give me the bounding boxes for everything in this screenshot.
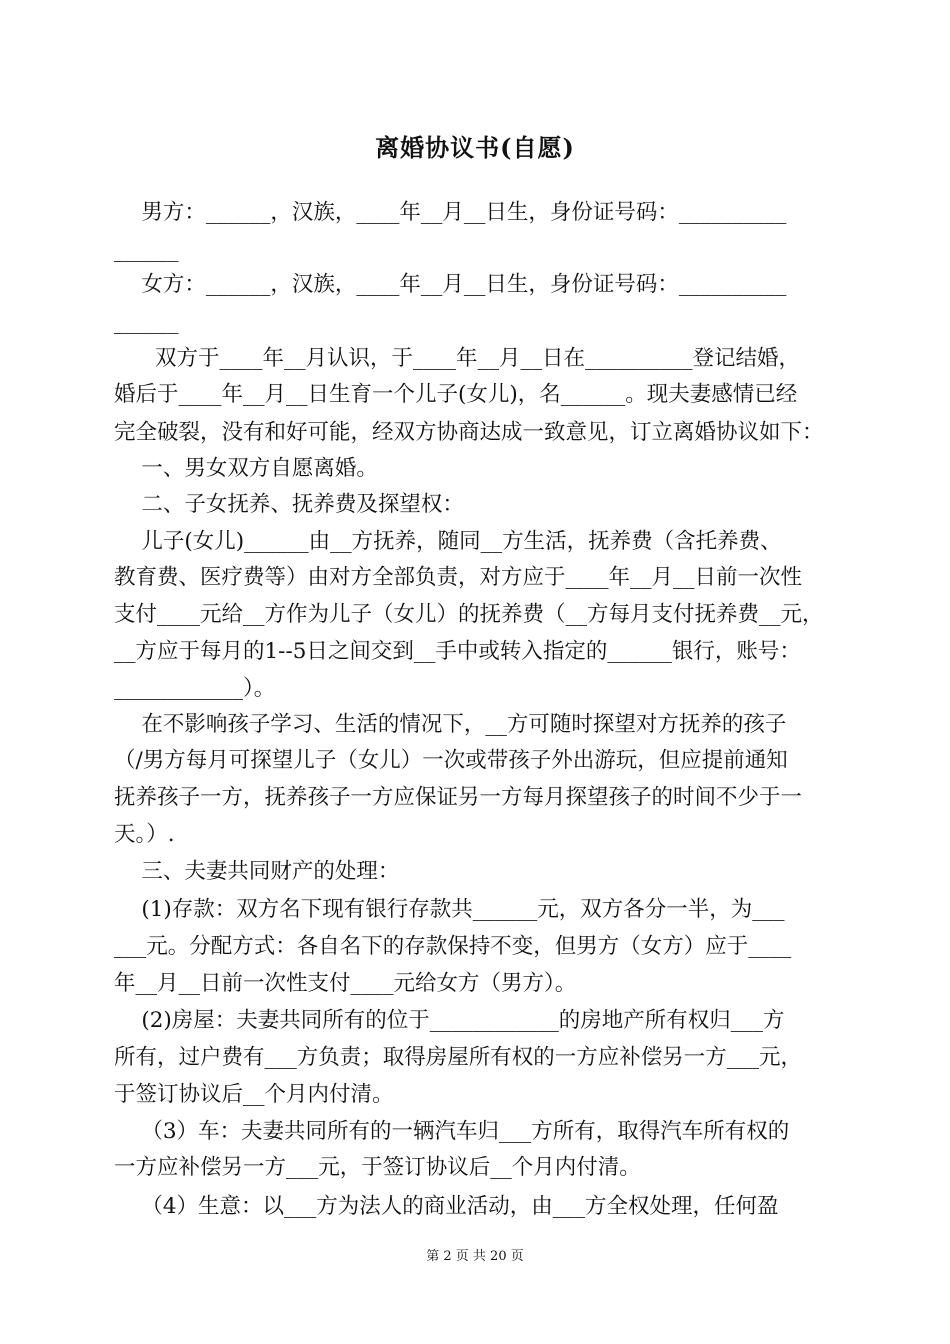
body-line: __方应于每月的1--5日之间交到__手中或转入指定的______银行，账号： bbox=[114, 639, 801, 664]
body-line: 双方于____年__月认识，于____年__月__日在__________登记结婚， bbox=[114, 346, 801, 371]
body-line: 女方：______，汉族，____年__月__日生，身份证号码：__________ bbox=[114, 272, 787, 297]
body-line: 一方应补偿另一方___元，于签订协议后__个月内付清。 bbox=[114, 1155, 641, 1180]
body-line: 二、子女抚养、抚养费及探望权： bbox=[114, 492, 464, 517]
body-line: ____________）。 bbox=[114, 676, 276, 701]
body-line: （3）车：夫妻共同所有的一辆汽车归___方所有，取得汽车所有权的 bbox=[114, 1119, 790, 1144]
body-line: (2)房屋：夫妻共同所有的位于____________的房地产所有权归___方 bbox=[114, 1008, 785, 1033]
body-line: 所有，过户费有___方负责；取得房屋所有权的一方应补偿另一方___元， bbox=[114, 1045, 803, 1070]
body-line: 完全破裂，没有和好可能，经双方协商达成一致意见，订立离婚协议如下： bbox=[114, 420, 824, 445]
body-line: 三、夫妻共同财产的处理： bbox=[114, 859, 400, 884]
body-line: 男方：______，汉族，____年__月__日生，身份证号码：__________ bbox=[114, 200, 787, 225]
body-line: (1)存款：双方名下现有银行存款共______元，双方各分一半，为___ bbox=[114, 897, 785, 922]
body-line: （4）生意：以___方为法人的商业活动，由___方全权处理，任何盈 bbox=[114, 1194, 779, 1219]
body-line: 抚养孩子一方，抚养孩子一方应保证另一方每月探望孩子的时间不少于一 bbox=[114, 785, 803, 810]
body-line: 在不影响孩子学习、生活的情况下，__方可随时探望对方抚养的孩子 bbox=[114, 712, 787, 737]
body-line: 教育费、医疗费等）由对方全部负责，对方应于____年__月__日前一次性 bbox=[114, 565, 803, 590]
body-line: 天。）. bbox=[114, 822, 175, 847]
body-line: 年__月__日前一次性支付____元给女方（男方）。 bbox=[114, 971, 577, 996]
page-number-footer: 第 2 页 共 20 页 bbox=[426, 1249, 524, 1264]
body-line: ___元。分配方式：各自名下的存款保持不变，但男方（女方）应于____ bbox=[114, 934, 792, 959]
body-line: 于签订协议后__个月内付清。 bbox=[114, 1082, 394, 1107]
body-line: ______ bbox=[114, 238, 179, 263]
body-line: ______ bbox=[114, 310, 179, 335]
body-line: 婚后于____年__月__日生育一个儿子(女儿)，名______。现夫妻感情已经 bbox=[114, 382, 798, 407]
body-line: 儿子(女儿)______由__方抚养，随同__方生活，抚养费（含托养费、 bbox=[114, 529, 782, 554]
body-line: 一、男女双方自愿离婚。 bbox=[114, 456, 378, 481]
document-title: 离婚协议书(自愿) bbox=[375, 133, 575, 162]
body-line: （/男方每月可探望儿子（女儿）一次或带孩子外出游玩，但应提前通知 bbox=[114, 748, 788, 773]
body-line: 支付____元给__方作为儿子（女儿）的抚养费（__方每月支付抚养费__元， bbox=[114, 602, 824, 627]
